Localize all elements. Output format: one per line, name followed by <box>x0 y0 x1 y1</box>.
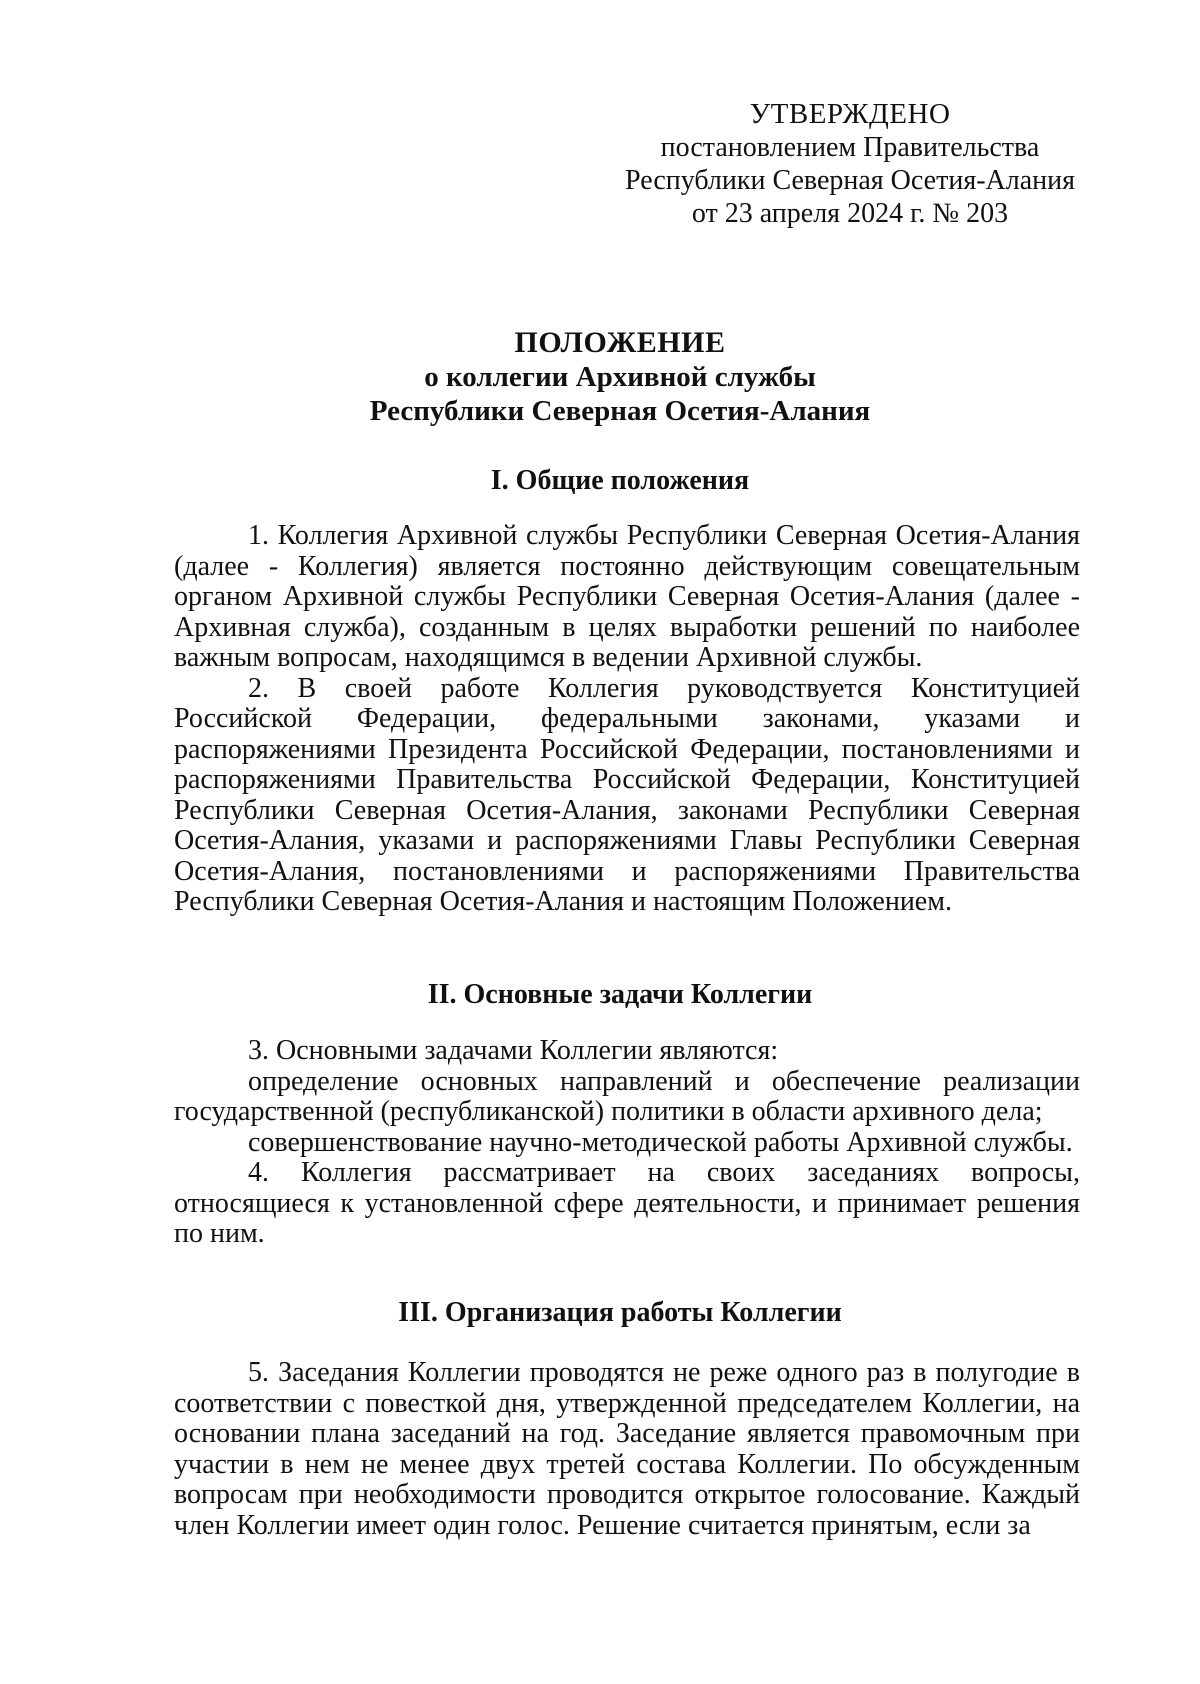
approval-line-2: Республики Северная Осетия-Алания <box>625 165 1075 196</box>
section-1-body <box>174 521 1080 918</box>
section-1-heading: I. Общие положения <box>490 465 750 496</box>
section-3-heading: III. Организация работы Коллегии <box>398 1297 842 1328</box>
title-main: ПОЛОЖЕНИЕ <box>514 326 726 359</box>
approval-approved-word: УТВЕРЖДЕНО <box>749 98 951 130</box>
paragraph-4: 4. Коллегия рассматривает на своих заседаниях вопросы, относящиеся к установленной сфере деятельности, и принимает решения по ним. <box>174 1157 1080 1249</box>
paragraph-2: 2. В своей работе Коллегия руководствуется Конституцией Российской Федерации, федеральными законами, указами и распоряжениями Президента Российской Федерации, постановлениями и распоряжениями Правительства Российской Федерации, Конституцией Республики Северная Осетия-Алания, законами Республики Северная Осетия-Алания, указами и распоряжениями Главы Республики Северная Осетия-Алания, постановлениями и распоряжениями Правительства Республики Северная Осетия-Алания и настоящим Положением. <box>174 672 1080 917</box>
title-sub-1: о коллегии Архивной службы <box>424 361 816 393</box>
paragraph-3-item-1: определение основных направлений и обеспечение реализации государственной (республиканской) политики в области архивного дела; <box>174 1065 1080 1127</box>
approval-line-1: постановлением Правительства <box>660 132 1040 163</box>
paragraph-3: 3. Основными задачами Коллегии являются: <box>248 1035 779 1066</box>
approval-line-3: от 23 апреля 2024 г. № 203 <box>691 198 1009 229</box>
paragraph-1: 1. Коллегия Архивной службы Республики Северная Осетия-Алания (далее - Коллегия) является постоянно действующим совещательным органом Архивной службы Республики Северная Осетия-Алания (далее - Архивная служба), созданным в целях выработки решений по наиболее важным вопросам, находящимся в ведении Архивной службы. <box>174 520 1080 673</box>
paragraph-5: 5. Заседания Коллегии проводятся не реже одного раз в полугодие в соответствии с повесткой дня, утвержденной председателем Коллегии, на основании плана заседаний на год. Заседание является правомочным при участии в нем не менее двух третей состава Коллегии. По обсужденным вопросам при необходимости проводится открытое голосование. Каждый член Коллегии имеет один голос. Решение считается принятым, если за <box>174 1357 1080 1541</box>
approval-block <box>620 98 1080 230</box>
section-2-body <box>174 1036 1080 1250</box>
title-sub-2: Республики Северная Осетия-Алания <box>369 395 871 427</box>
section-3-body <box>174 1358 1080 1541</box>
paragraph-3-item-2: совершенствование научно-методической работы Архивной службы. <box>248 1126 1073 1158</box>
section-2-heading: II. Основные задачи Коллегии <box>427 979 813 1010</box>
document-title <box>0 326 1200 428</box>
